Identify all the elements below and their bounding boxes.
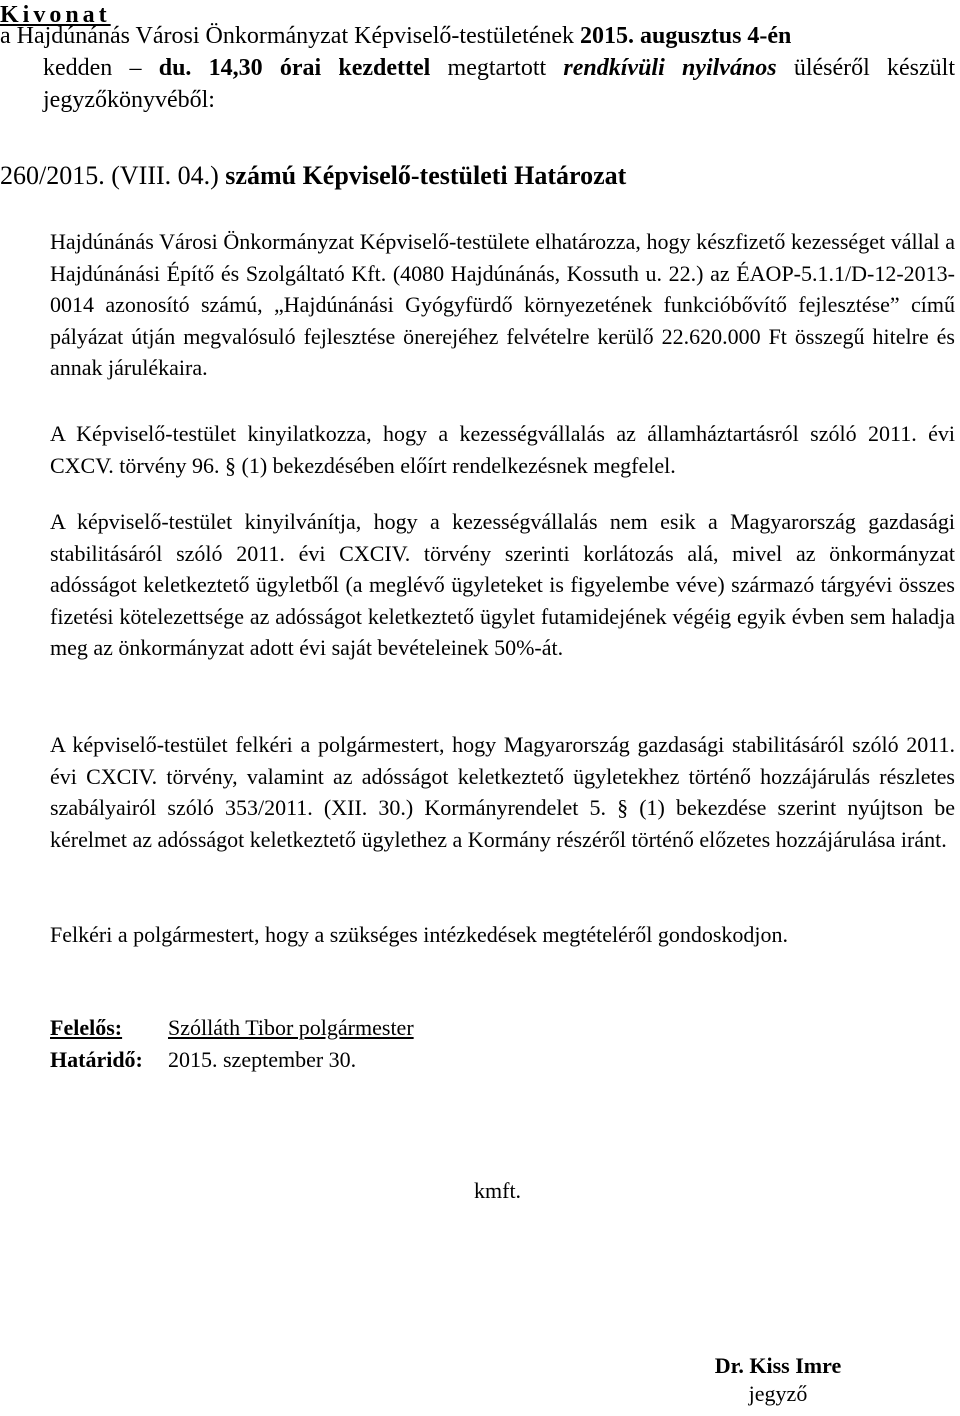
intro-text [0, 20, 955, 116]
resolution-title: számú Képviselő-testületi Határozat [218, 161, 627, 190]
document-title: Kivonat [0, 2, 111, 28]
paragraph-request: A képviselő-testület felkéri a polgármestert, hogy Magyarország gazdasági stabilitásáról szóló 2011. évi CXCIV. törvény, valamint az adósságot keletkeztető ügyletekhez történő hozzájárulás részletes szabályairól szóló 353/2011. (XII. 30.) Kormányrendelet 5. § (1) bekezdése szerint nyújtson be kérelmet az adósságot keletkeztető ügylethez a Kormány részéről történő előzetes hozzájárulása iránt. [50, 732, 955, 852]
deadline-row [50, 1044, 414, 1076]
responsible-row [50, 1012, 414, 1044]
meeting-date: 2015. augusztus 4-én [580, 23, 792, 49]
meeting-type: rendkívüli nyilvános [563, 55, 777, 81]
intro-part-a: a Hajdúnánás Városi Önkormányzat Képviselő-testületének [0, 23, 581, 49]
paragraph-guarantee: Hajdúnánás Városi Önkormányzat Képviselő-testülete elhatározza, hogy készfizető kezességet vállal a Hajdúnánási Építő és Szolgáltató Kft. (4080 Hajdúnánás, Kossuth u. 22.) az ÉAOP-5.1.1/D-12-2013-0014 azonosító számú, „Hajdúnánási Gyógyfürdő környezetének funkcióbővítő fejlesztése” című pályázat útján megvalósuló fejlesztése önerejéhez felvételre kerülő 22.620.000 Ft összegű hitelre és annak járulékaira. [50, 229, 955, 380]
intro-part-b: kedden – [43, 55, 159, 81]
resolution-heading [0, 160, 626, 192]
signer-title: jegyző [748, 1381, 808, 1406]
signature-block [698, 1352, 858, 1408]
intro-part-d: üléséről készült jegyzőkönyvéből: [43, 55, 956, 113]
deadline-value: 2015. szeptember 30. [168, 1046, 357, 1072]
paragraph-stability: A képviselő-testület kinyilvánítja, hogy a kezességvállalás nem esik a Magyarország gazdasági stabilitásáról szóló 2011. évi CXCIV. törvény szerinti korlátozás alá, mivel az önkormányzat adósságot keletkeztető ügyletből (a meglévő ügyleteket is figyelembe véve) származó tárgyévi összes fizetési kötelezettsége az adósságot keletkeztető ügylet futamidejének végéig egyik évben sem haladja meg az önkormányzat adott évi saját bevételeinek 50%-át. [50, 509, 955, 660]
responsible-label: Felelős: [50, 1015, 123, 1040]
kmft-mark: kmft. [474, 1178, 522, 1203]
meeting-time: du. 14,30 órai kezdettel [158, 55, 431, 81]
paragraph-instruction: Felkéri a polgármestert, hogy a szükséges intézkedések megtételéről gondoskodjon. [50, 922, 789, 947]
responsible-value: Szólláth Tibor polgármester [168, 1015, 414, 1040]
deadline-label: Határidő: [50, 1046, 143, 1072]
responsibility-block [50, 1012, 414, 1075]
signer-name: Dr. Kiss Imre [714, 1353, 842, 1378]
paragraph-declaration: A Képviselő-testület kinyilatkozza, hogy a kezességvállalás az államháztartásról szóló 2011. évi CXCV. törvény 96. § (1) bekezdésében előírt rendelkezésnek megfelel. [50, 421, 955, 478]
intro-part-c: megtartott [430, 55, 564, 81]
resolution-number: 260/2015. (VIII. 04.) [0, 161, 219, 190]
